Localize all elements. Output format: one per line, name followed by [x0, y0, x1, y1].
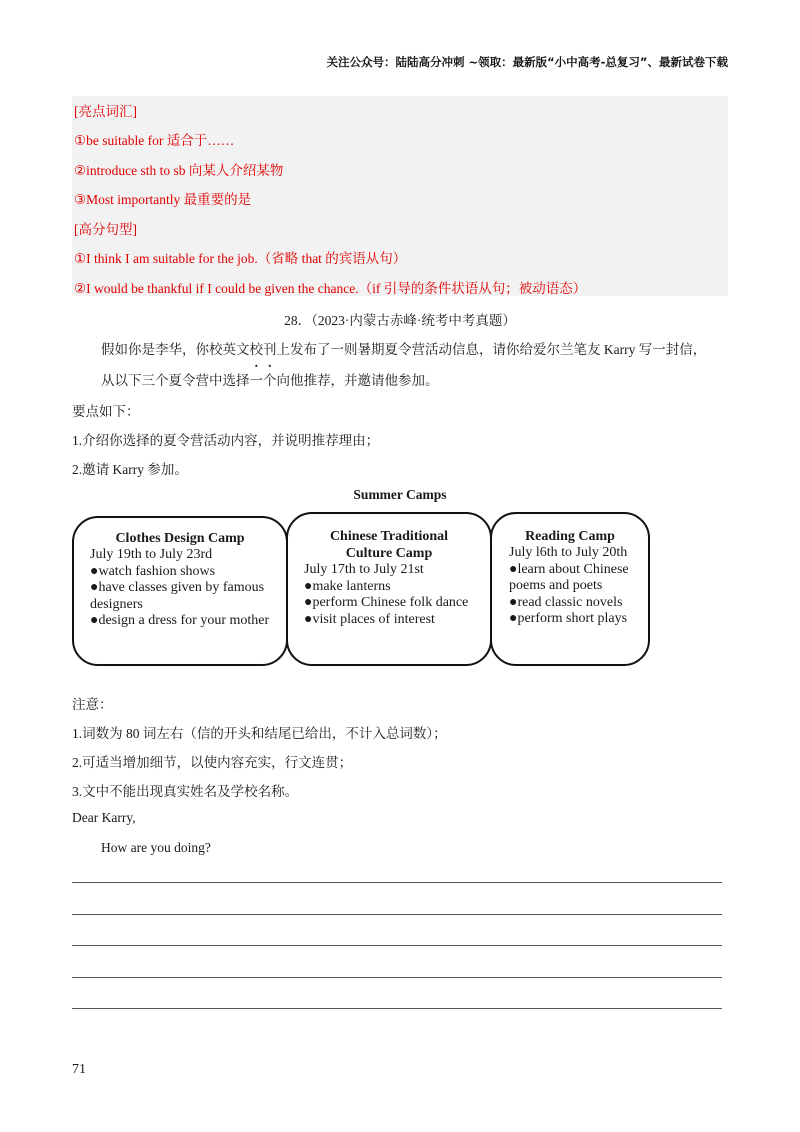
- answer-line: [72, 977, 722, 978]
- camp-activity: ●perform Chinese folk dance: [304, 595, 469, 610]
- camp-dates: July l6th to July 20th: [509, 545, 628, 560]
- camp-activity: ●watch fashion shows: [90, 563, 216, 579]
- camp-dates: July 19th to July 23rd: [90, 547, 213, 562]
- prompt-text: 从以下三个夏令营中选择: [101, 373, 250, 388]
- question-number: 28．（2023·内蒙古赤峰·统考中考真题）: [284, 313, 516, 328]
- notes-title: 注意：: [72, 697, 113, 712]
- answer-line: [72, 945, 722, 946]
- camp-activity: ●make lanterns: [304, 578, 391, 594]
- camp-card-clothes: [72, 516, 288, 666]
- prompt-line-1: 假如你是李华，你校英文校刊上发布了一则暑期夏令营活动信息，请你给爱尔兰笔友 Karry 写一封信，: [101, 342, 707, 357]
- letter-salutation: Dear Karry,: [72, 810, 136, 825]
- emphasis-char: 个: [263, 373, 277, 388]
- prompt-text: 向他推荐，并邀请他参加。: [276, 373, 439, 388]
- camp-card-chinese-culture: [286, 512, 492, 666]
- camp-activity: designers: [90, 596, 143, 612]
- point-item: 2.邀请 Karry 参加。: [72, 462, 188, 477]
- camp-activity: ●perform short plays: [509, 611, 628, 626]
- points-title: 要点如下：: [72, 404, 140, 419]
- camp-dates: July 17th to July 21st: [304, 562, 424, 577]
- note-item: 1.词数为 80 词左右（信的开头和结尾已给出，不计入总词数）；: [72, 726, 447, 741]
- vocab-item: ②introduce sth to sb 向某人介绍某物: [74, 163, 284, 178]
- vocab-item: ①be suitable for 适合于……: [74, 133, 235, 148]
- camp-activity: ●visit places of interest: [304, 611, 435, 627]
- note-item: 2.可适当增加细节，以使内容充实，行文连贯；: [72, 755, 353, 770]
- emphasis-char: 一: [249, 373, 263, 388]
- note-item: 3.文中不能出现真实姓名及学校名称。: [72, 784, 299, 799]
- camp-activity: poems and poets: [509, 578, 603, 593]
- page-number: 71: [72, 1062, 86, 1077]
- figure-title: Summer Camps: [353, 487, 447, 502]
- answer-line: [72, 1008, 722, 1009]
- camp-activity: ●have classes given by famous: [90, 580, 265, 595]
- letter-opening: How are you doing?: [101, 840, 211, 855]
- camp-name: Clothes Design Camp: [115, 531, 245, 546]
- camp-card-reading: [490, 512, 650, 666]
- sentence-item: ②I would be thankful if I could be given the chance.（if 引导的条件状语从句；被动语态）: [74, 281, 587, 296]
- point-item: 1.介绍你选择的夏令营活动内容，并说明推荐理由；: [72, 433, 380, 448]
- camp-activity: ●learn about Chinese: [509, 561, 629, 577]
- camp-name: Culture Camp: [345, 546, 433, 561]
- camp-activity: ●design a dress for your mother: [90, 613, 270, 628]
- camp-activity: ●read classic novels: [509, 594, 623, 610]
- camp-name: Chinese Traditional: [329, 529, 449, 544]
- sentence-title: [高分句型]: [74, 222, 137, 237]
- answer-line: [72, 914, 722, 915]
- sentence-item: ①I think I am suitable for the job.（省略 that 的宾语从句）: [74, 251, 407, 266]
- camp-name: Reading Camp: [525, 529, 615, 544]
- vocab-item: ③Most importantly 最重要的是: [74, 192, 252, 207]
- answer-line: [72, 882, 722, 883]
- page-header: 关注公众号：陆陆高分冲刺 ~领取：最新版“小中高考-总复习”、最新试卷下载: [326, 55, 728, 69]
- vocab-title: [亮点词汇]: [74, 104, 137, 119]
- prompt-line-2: [101, 369, 439, 389]
